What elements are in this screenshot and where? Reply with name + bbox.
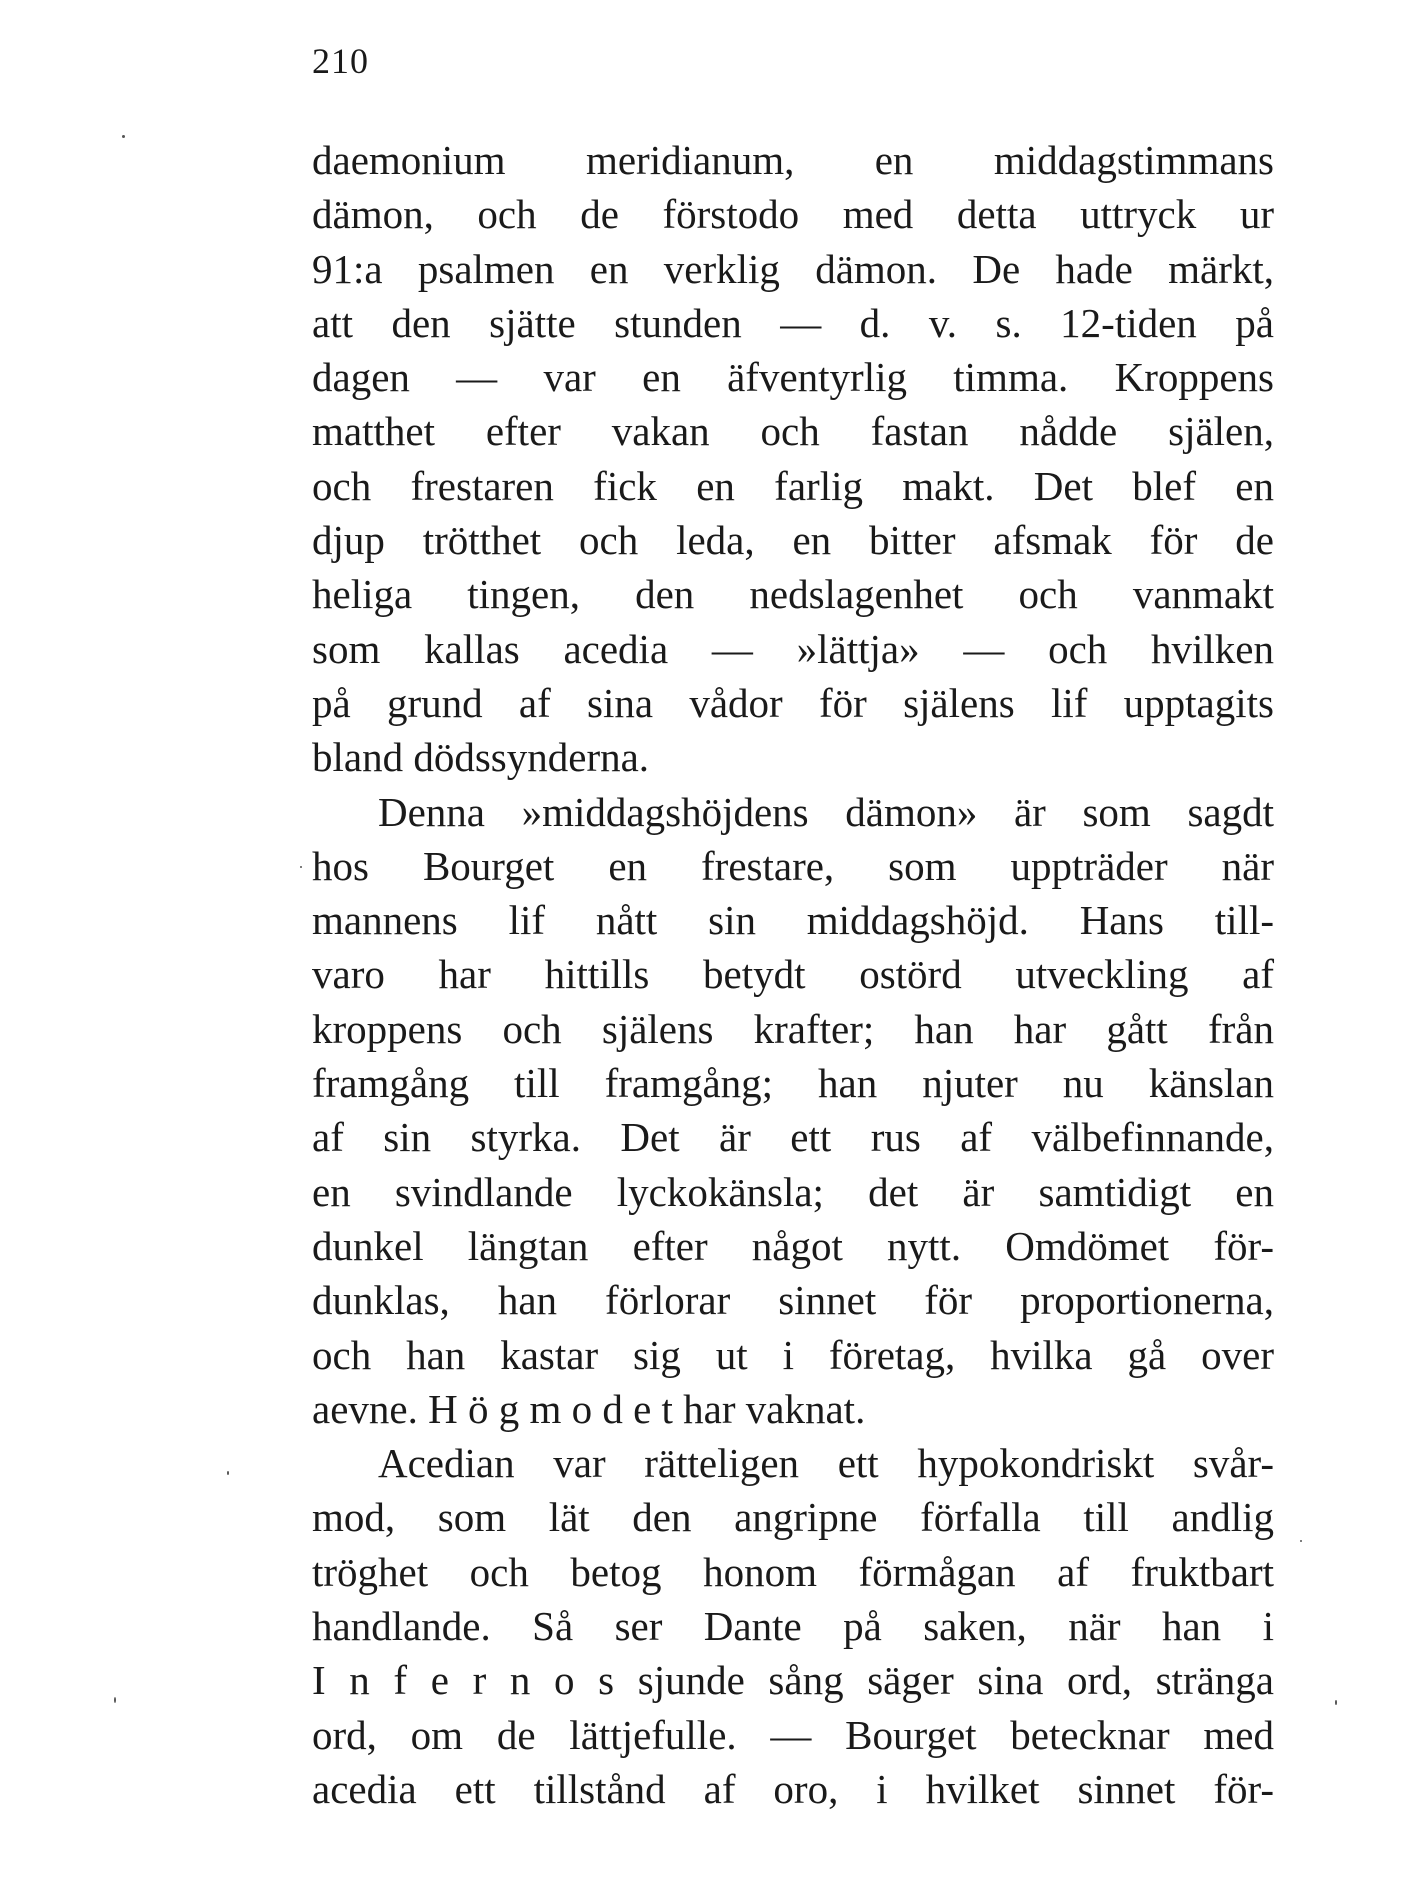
text-line: 91:a psalmen en verklig dämon. De hade märkt, — [312, 245, 1274, 292]
text-line: tröghet och betog honom förmågan af fruktbart — [312, 1548, 1274, 1595]
text-line: dunkel längtan efter något nytt. Omdömet för- — [312, 1222, 1274, 1269]
text-line: mod, som lät den angripne förfalla till andlig — [312, 1494, 1274, 1541]
text-line: och han kastar sig ut i företag, hvilka gå over — [312, 1331, 1274, 1378]
text-line: Acedian var rätteligen ett hypokondriskt svår- — [378, 1440, 1274, 1487]
text-line: djup trötthet och leda, en bitter afsmak för de — [312, 517, 1274, 564]
text-line: och frestaren fick en farlig makt. Det blef en — [312, 462, 1274, 509]
scan-speck — [114, 1697, 116, 1703]
text-line: hos Bourget en frestare, som uppträder när — [312, 842, 1274, 889]
text-line: handlande. Så ser Dante på saken, när han i — [312, 1603, 1274, 1650]
text-line: dagen — var en äfventyrlig timma. Kroppens — [312, 354, 1274, 401]
text-line: daemonium meridianum, en middagstimmans — [312, 137, 1274, 183]
text-line: matthet efter vakan och fastan nådde själen, — [312, 408, 1274, 455]
text-line: kroppens och själens krafter; han har gått från — [312, 1005, 1274, 1052]
body-text — [312, 133, 1274, 1816]
text-line: mannens lif nått sin middagshöjd. Hans till- — [312, 897, 1274, 944]
scan-speck — [1335, 1700, 1337, 1705]
text-line: på grund af sina vådor för själens lif upptagits — [312, 679, 1274, 726]
text-line: Denna »middagshöjdens dämon» är som sagdt — [378, 788, 1274, 835]
text-line: aevne. H ö g m o d e t har vaknat. — [312, 1385, 866, 1432]
scan-speck — [300, 866, 302, 868]
text-line: som kallas acedia — »lättja» — och hvilken — [312, 625, 1274, 672]
text-line: dunklas, han förlorar sinnet för proportionerna, — [312, 1277, 1274, 1324]
text-line: att den sjätte stunden — d. v. s. 12-tiden på — [312, 299, 1274, 346]
text-line: dämon, och de förstodo med detta uttryck ur — [312, 191, 1274, 238]
text-line: framgång till framgång; han njuter nu känslan — [312, 1060, 1274, 1107]
text-line: varo har hittills betydt ostörd utveckling af — [312, 951, 1274, 998]
text-line: ord, om de lättjefulle. — Bourget betecknar med — [312, 1711, 1274, 1758]
scan-speck — [227, 1471, 229, 1475]
text-line: I n f e r n o s sjunde sång säger sina ord, stränga — [312, 1657, 1274, 1704]
text-line: bland dödssynderna. — [312, 734, 650, 781]
text-line: en svindlande lyckokänsla; det är samtidigt en — [312, 1168, 1274, 1215]
scan-speck — [1300, 1540, 1302, 1542]
text-line: acedia ett tillstånd af oro, i hvilket sinnet för- — [312, 1765, 1274, 1812]
page-number: 210 — [312, 41, 369, 81]
text-line: af sin styrka. Det är ett rus af välbefinnande, — [312, 1114, 1274, 1161]
scan-speck — [122, 135, 125, 138]
text-line: heliga tingen, den nedslagenhet och vanmakt — [312, 571, 1274, 618]
